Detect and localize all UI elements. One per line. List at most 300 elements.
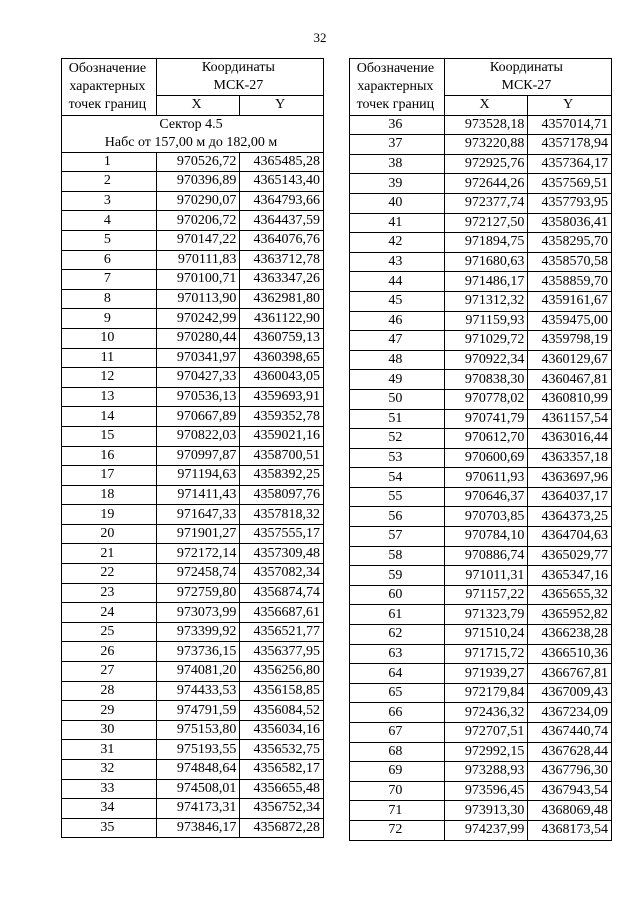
coord-header-line: Координаты <box>201 60 275 75</box>
x-coordinate: 970147,22 <box>156 230 240 250</box>
point-number: 32 <box>62 760 157 780</box>
coord-header-line: МСК-27 <box>213 78 264 93</box>
table-row <box>62 348 324 368</box>
sector-height-range: Набс от 157,00 м до 182,00 м <box>104 134 278 150</box>
table-row <box>62 564 324 584</box>
table-row <box>350 820 612 840</box>
x-coordinate: 971323,79 <box>444 605 528 625</box>
y-coordinate: 4362981,80 <box>240 289 324 309</box>
table-row <box>350 448 612 468</box>
x-axis-header: X <box>156 96 240 116</box>
point-number: 1 <box>62 152 157 172</box>
x-coordinate: 970526,72 <box>156 152 240 172</box>
point-number: 34 <box>62 799 157 819</box>
y-coordinate: 4356256,80 <box>240 662 324 682</box>
table-row <box>62 211 324 231</box>
table-row <box>350 350 612 370</box>
x-coordinate: 974791,59 <box>156 701 240 721</box>
table-row <box>62 505 324 525</box>
y-coordinate: 4358570,58 <box>528 252 612 272</box>
table-row <box>62 152 324 172</box>
table-row <box>350 331 612 351</box>
point-number: 58 <box>350 546 445 566</box>
point-number: 43 <box>350 252 445 272</box>
point-number: 41 <box>350 213 445 233</box>
y-coordinate: 4356874,74 <box>240 583 324 603</box>
point-number: 13 <box>62 387 157 407</box>
x-coordinate: 971157,22 <box>444 585 528 605</box>
y-coordinate: 4363016,44 <box>528 429 612 449</box>
y-coordinate: 4358036,41 <box>528 213 612 233</box>
point-number: 18 <box>62 485 157 505</box>
table-row <box>62 799 324 819</box>
table-row <box>350 644 612 664</box>
table-row <box>350 781 612 801</box>
y-coordinate: 4356655,48 <box>240 779 324 799</box>
x-coordinate: 970778,02 <box>444 389 528 409</box>
y-coordinate: 4366767,81 <box>528 664 612 684</box>
y-coordinate: 4361122,90 <box>240 309 324 329</box>
point-number: 31 <box>62 740 157 760</box>
point-number: 59 <box>350 566 445 586</box>
table-row <box>350 115 612 135</box>
y-coordinate: 4356582,17 <box>240 760 324 780</box>
y-coordinate: 4360810,99 <box>528 389 612 409</box>
y-coordinate: 4356084,52 <box>240 701 324 721</box>
point-number: 50 <box>350 389 445 409</box>
y-coordinate: 4356872,28 <box>240 818 324 838</box>
x-coordinate: 974433,53 <box>156 681 240 701</box>
x-coordinate: 971194,63 <box>156 466 240 486</box>
x-coordinate: 970822,03 <box>156 426 240 446</box>
y-coordinate: 4358295,70 <box>528 233 612 253</box>
point-number: 33 <box>62 779 157 799</box>
x-coordinate: 970611,93 <box>444 468 528 488</box>
y-coordinate: 4356158,85 <box>240 681 324 701</box>
coord-header-line: МСК-27 <box>501 78 552 93</box>
x-coordinate: 973736,15 <box>156 642 240 662</box>
x-coordinate: 971680,63 <box>444 252 528 272</box>
point-number: 9 <box>62 309 157 329</box>
y-coordinate: 4359352,78 <box>240 407 324 427</box>
point-number: 63 <box>350 644 445 664</box>
y-coordinate: 4357555,17 <box>240 524 324 544</box>
x-coordinate: 970784,10 <box>444 527 528 547</box>
y-coordinate: 4368069,48 <box>528 801 612 821</box>
table-row <box>62 701 324 721</box>
x-coordinate: 974848,64 <box>156 760 240 780</box>
table-row <box>350 311 612 331</box>
table-row <box>350 291 612 311</box>
table-row <box>350 213 612 233</box>
x-coordinate: 970290,07 <box>156 191 240 211</box>
point-number: 11 <box>62 348 157 368</box>
table-row <box>350 174 612 194</box>
x-coordinate: 974081,20 <box>156 662 240 682</box>
table-row <box>350 801 612 821</box>
point-designation-header <box>350 59 445 116</box>
y-coordinate: 4365143,40 <box>240 172 324 192</box>
table-row <box>350 507 612 527</box>
x-coordinate: 971159,93 <box>444 311 528 331</box>
point-number: 37 <box>350 135 445 155</box>
x-coordinate: 972436,32 <box>444 703 528 723</box>
x-coordinate: 973399,92 <box>156 622 240 642</box>
y-coordinate: 4360759,13 <box>240 328 324 348</box>
x-coordinate: 972458,74 <box>156 564 240 584</box>
x-coordinate: 970703,85 <box>444 507 528 527</box>
x-coordinate: 973220,88 <box>444 135 528 155</box>
coordinates-header <box>444 59 611 96</box>
table-row <box>350 468 612 488</box>
table-row <box>62 583 324 603</box>
x-coordinate: 970111,83 <box>156 250 240 270</box>
coordinates-header <box>156 59 323 96</box>
x-coordinate: 970396,89 <box>156 172 240 192</box>
point-number: 68 <box>350 742 445 762</box>
point-number: 10 <box>62 328 157 348</box>
x-coordinate: 971510,24 <box>444 625 528 645</box>
y-coordinate: 4365347,16 <box>528 566 612 586</box>
point-number: 24 <box>62 603 157 623</box>
page-number: 32 <box>313 30 327 45</box>
y-coordinate: 4364704,63 <box>528 527 612 547</box>
point-number: 60 <box>350 585 445 605</box>
x-coordinate: 972127,50 <box>444 213 528 233</box>
x-coordinate: 974173,31 <box>156 799 240 819</box>
y-coordinate: 4360467,81 <box>528 370 612 390</box>
table-row <box>350 487 612 507</box>
y-coordinate: 4366238,28 <box>528 625 612 645</box>
x-coordinate: 973596,45 <box>444 781 528 801</box>
x-coordinate: 971486,17 <box>444 272 528 292</box>
y-axis-header: Y <box>240 96 324 116</box>
y-coordinate: 4363697,96 <box>528 468 612 488</box>
point-number: 52 <box>350 429 445 449</box>
y-coordinate: 4360398,65 <box>240 348 324 368</box>
x-coordinate: 973913,30 <box>444 801 528 821</box>
table-row <box>350 233 612 253</box>
point-number: 45 <box>350 291 445 311</box>
table-row <box>62 407 324 427</box>
point-number: 8 <box>62 289 157 309</box>
x-coordinate: 972925,76 <box>444 154 528 174</box>
point-header-line: точек границ <box>68 96 147 112</box>
x-coordinate: 972644,26 <box>444 174 528 194</box>
x-coordinate: 970341,97 <box>156 348 240 368</box>
table-row <box>350 193 612 213</box>
point-number: 23 <box>62 583 157 603</box>
x-coordinate: 970997,87 <box>156 446 240 466</box>
point-number: 36 <box>350 115 445 135</box>
table-row <box>62 466 324 486</box>
x-coordinate: 971411,43 <box>156 485 240 505</box>
coord-header-line: Координаты <box>489 60 563 75</box>
y-coordinate: 4357178,94 <box>528 135 612 155</box>
table-row <box>62 309 324 329</box>
y-coordinate: 4365485,28 <box>240 152 324 172</box>
y-coordinate: 4357082,34 <box>240 564 324 584</box>
table-row <box>62 368 324 388</box>
y-coordinate: 4365952,82 <box>528 605 612 625</box>
y-coordinate: 4363357,18 <box>528 448 612 468</box>
x-coordinate: 973528,18 <box>444 115 528 135</box>
x-coordinate: 972377,74 <box>444 193 528 213</box>
table-row <box>62 289 324 309</box>
y-axis-header: Y <box>528 96 612 116</box>
y-coordinate: 4368173,54 <box>528 820 612 840</box>
table-row <box>350 605 612 625</box>
point-number: 48 <box>350 350 445 370</box>
point-number: 20 <box>62 524 157 544</box>
point-number: 38 <box>350 154 445 174</box>
x-coordinate: 971011,31 <box>444 566 528 586</box>
table-row <box>350 762 612 782</box>
table-row <box>62 426 324 446</box>
y-coordinate: 4360043,05 <box>240 368 324 388</box>
point-number: 3 <box>62 191 157 211</box>
y-coordinate: 4365655,32 <box>528 585 612 605</box>
table-row <box>62 720 324 740</box>
point-number: 17 <box>62 466 157 486</box>
x-coordinate: 970242,99 <box>156 309 240 329</box>
point-number: 4 <box>62 211 157 231</box>
table-row <box>350 370 612 390</box>
x-coordinate: 971894,75 <box>444 233 528 253</box>
point-header-line: Обозначение <box>356 60 435 76</box>
table-row <box>62 191 324 211</box>
table-row <box>350 527 612 547</box>
x-coordinate: 970427,33 <box>156 368 240 388</box>
x-coordinate: 970646,37 <box>444 487 528 507</box>
y-coordinate: 4358700,51 <box>240 446 324 466</box>
table-row <box>62 603 324 623</box>
table-row <box>350 566 612 586</box>
table-row <box>62 328 324 348</box>
x-coordinate: 971029,72 <box>444 331 528 351</box>
point-number: 12 <box>62 368 157 388</box>
x-coordinate: 970206,72 <box>156 211 240 231</box>
y-coordinate: 4359161,67 <box>528 291 612 311</box>
point-number: 54 <box>350 468 445 488</box>
x-coordinate: 970886,74 <box>444 546 528 566</box>
table-row <box>62 760 324 780</box>
point-number: 61 <box>350 605 445 625</box>
table-row <box>62 485 324 505</box>
y-coordinate: 4361157,54 <box>528 409 612 429</box>
x-coordinate: 975193,55 <box>156 740 240 760</box>
table-row <box>350 683 612 703</box>
point-number: 51 <box>350 409 445 429</box>
x-coordinate: 970536,13 <box>156 387 240 407</box>
table-row <box>350 154 612 174</box>
y-coordinate: 4356034,16 <box>240 720 324 740</box>
y-coordinate: 4366510,36 <box>528 644 612 664</box>
x-coordinate: 970838,30 <box>444 370 528 390</box>
table-row <box>62 544 324 564</box>
y-coordinate: 4357309,48 <box>240 544 324 564</box>
table-row <box>62 818 324 838</box>
point-number: 30 <box>62 720 157 740</box>
point-header-line: характерных <box>69 78 146 94</box>
point-number: 25 <box>62 622 157 642</box>
y-coordinate: 4356687,61 <box>240 603 324 623</box>
point-number: 5 <box>62 230 157 250</box>
point-number: 56 <box>350 507 445 527</box>
y-coordinate: 4359475,00 <box>528 311 612 331</box>
x-coordinate: 972172,14 <box>156 544 240 564</box>
x-coordinate: 970600,69 <box>444 448 528 468</box>
y-coordinate: 4364037,17 <box>528 487 612 507</box>
y-coordinate: 4357818,32 <box>240 505 324 525</box>
point-number: 29 <box>62 701 157 721</box>
x-coordinate: 974508,01 <box>156 779 240 799</box>
x-coordinate: 970922,34 <box>444 350 528 370</box>
table-row <box>62 740 324 760</box>
point-number: 14 <box>62 407 157 427</box>
table-row <box>350 429 612 449</box>
point-number: 65 <box>350 683 445 703</box>
table-row <box>350 135 612 155</box>
table-row <box>350 272 612 292</box>
point-number: 27 <box>62 662 157 682</box>
table-row <box>350 252 612 272</box>
table-row <box>62 230 324 250</box>
point-number: 15 <box>62 426 157 446</box>
point-number: 46 <box>350 311 445 331</box>
x-coordinate: 972707,51 <box>444 723 528 743</box>
y-coordinate: 4367796,30 <box>528 762 612 782</box>
y-coordinate: 4367440,74 <box>528 723 612 743</box>
x-coordinate: 970113,90 <box>156 289 240 309</box>
y-coordinate: 4357793,95 <box>528 193 612 213</box>
point-number: 66 <box>350 703 445 723</box>
point-number: 67 <box>350 723 445 743</box>
point-number: 57 <box>350 527 445 547</box>
table-row <box>350 585 612 605</box>
y-coordinate: 4364793,66 <box>240 191 324 211</box>
y-coordinate: 4367628,44 <box>528 742 612 762</box>
table-row <box>62 524 324 544</box>
y-coordinate: 4356752,34 <box>240 799 324 819</box>
point-number: 69 <box>350 762 445 782</box>
point-number: 55 <box>350 487 445 507</box>
y-coordinate: 4359021,16 <box>240 426 324 446</box>
point-number: 39 <box>350 174 445 194</box>
y-coordinate: 4358859,70 <box>528 272 612 292</box>
y-coordinate: 4360129,67 <box>528 350 612 370</box>
x-coordinate: 971312,32 <box>444 291 528 311</box>
x-coordinate: 972179,84 <box>444 683 528 703</box>
x-coordinate: 972992,15 <box>444 742 528 762</box>
x-coordinate: 970100,71 <box>156 270 240 290</box>
point-number: 42 <box>350 233 445 253</box>
table-row <box>350 742 612 762</box>
table-row <box>350 625 612 645</box>
table-row <box>62 779 324 799</box>
coordinates-table-left <box>61 58 324 838</box>
point-number: 70 <box>350 781 445 801</box>
point-header-line: характерных <box>357 78 434 94</box>
sector-title: Сектор 4.5 <box>159 116 223 132</box>
table-row <box>62 387 324 407</box>
y-coordinate: 4364373,25 <box>528 507 612 527</box>
y-coordinate: 4363347,26 <box>240 270 324 290</box>
x-coordinate: 971901,27 <box>156 524 240 544</box>
y-coordinate: 4367234,09 <box>528 703 612 723</box>
point-number: 21 <box>62 544 157 564</box>
point-number: 44 <box>350 272 445 292</box>
y-coordinate: 4359798,19 <box>528 331 612 351</box>
x-coordinate: 971715,72 <box>444 644 528 664</box>
y-coordinate: 4365029,77 <box>528 546 612 566</box>
point-designation-header <box>62 59 157 116</box>
table-row <box>350 723 612 743</box>
point-number: 40 <box>350 193 445 213</box>
x-axis-header: X <box>444 96 528 116</box>
y-coordinate: 4357569,51 <box>528 174 612 194</box>
table-row <box>350 664 612 684</box>
point-number: 6 <box>62 250 157 270</box>
point-number: 71 <box>350 801 445 821</box>
point-header-line: точек границ <box>356 96 435 112</box>
y-coordinate: 4367009,43 <box>528 683 612 703</box>
point-number: 22 <box>62 564 157 584</box>
table-row <box>62 250 324 270</box>
y-coordinate: 4364076,76 <box>240 230 324 250</box>
x-coordinate: 974237,99 <box>444 820 528 840</box>
y-coordinate: 4356377,95 <box>240 642 324 662</box>
table-row <box>62 681 324 701</box>
x-coordinate: 970741,79 <box>444 409 528 429</box>
point-number: 62 <box>350 625 445 645</box>
y-coordinate: 4364437,59 <box>240 211 324 231</box>
x-coordinate: 973288,93 <box>444 762 528 782</box>
x-coordinate: 970667,89 <box>156 407 240 427</box>
y-coordinate: 4363712,78 <box>240 250 324 270</box>
point-number: 53 <box>350 448 445 468</box>
point-number: 47 <box>350 331 445 351</box>
point-number: 26 <box>62 642 157 662</box>
table-row <box>62 270 324 290</box>
table-row <box>350 389 612 409</box>
table-row <box>350 703 612 723</box>
point-number: 2 <box>62 172 157 192</box>
point-number: 64 <box>350 664 445 684</box>
table-row <box>62 446 324 466</box>
x-coordinate: 972759,80 <box>156 583 240 603</box>
y-coordinate: 4357364,17 <box>528 154 612 174</box>
point-header-line: Обозначение <box>68 60 147 76</box>
y-coordinate: 4359693,91 <box>240 387 324 407</box>
point-number: 35 <box>62 818 157 838</box>
x-coordinate: 970280,44 <box>156 328 240 348</box>
coordinates-table-right <box>349 58 612 841</box>
point-number: 16 <box>62 446 157 466</box>
x-coordinate: 971939,27 <box>444 664 528 684</box>
table-row <box>62 622 324 642</box>
point-number: 19 <box>62 505 157 525</box>
y-coordinate: 4356532,75 <box>240 740 324 760</box>
table-row <box>350 546 612 566</box>
table-row <box>350 409 612 429</box>
point-number: 7 <box>62 270 157 290</box>
point-number: 72 <box>350 820 445 840</box>
y-coordinate: 4358097,76 <box>240 485 324 505</box>
point-number: 28 <box>62 681 157 701</box>
sector-caption <box>62 115 324 152</box>
x-coordinate: 971647,33 <box>156 505 240 525</box>
